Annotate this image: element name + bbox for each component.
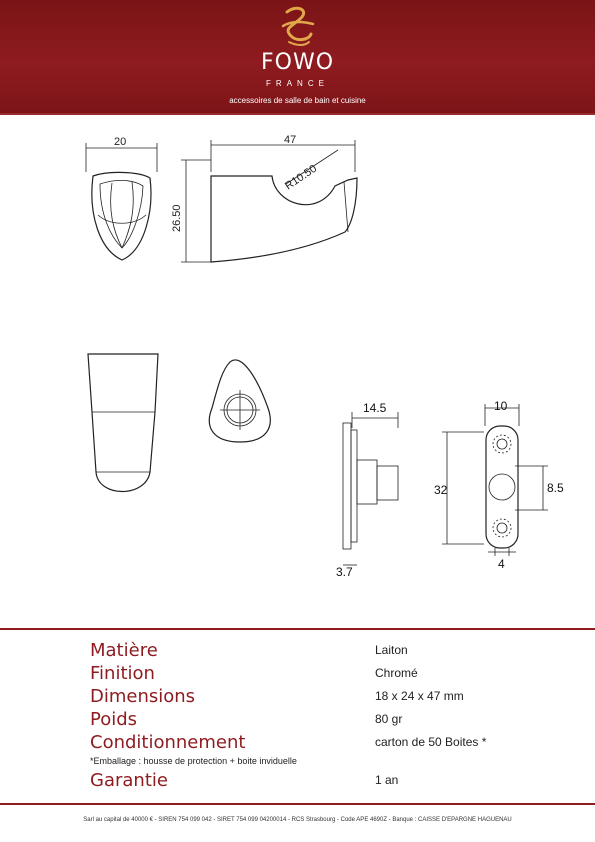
spec-value: 1 an: [375, 773, 399, 787]
fixing-side-drawing: [343, 412, 398, 565]
spec-row-material: [0, 640, 595, 662]
spec-label: Matière: [90, 640, 158, 661]
dim-depth: 14.5: [363, 401, 387, 415]
spec-label: Garantie: [90, 770, 168, 791]
dim-plate-thickness: 3.7: [336, 565, 353, 579]
header-band: [0, 0, 595, 113]
spec-value: 80 gr: [375, 712, 403, 726]
dim-hole-diameter: 4: [498, 557, 505, 571]
brand-name: FOWO: [260, 50, 335, 75]
brand-country: FRANCE: [266, 79, 329, 88]
spec-value: carton de 50 Boites *: [375, 735, 487, 749]
spec-label: Dimensions: [90, 686, 196, 707]
dim-length: 47: [284, 134, 297, 146]
dim-plate-width: 10: [494, 399, 508, 413]
technical-drawings: [0, 115, 595, 625]
spec-value: Chromé: [375, 666, 418, 680]
spec-label: Poids: [90, 709, 138, 730]
spec-row-warranty: [0, 770, 595, 792]
spec-label: Conditionnement: [90, 732, 246, 753]
spec-row-dimensions: [0, 686, 595, 708]
dim-radius: R10.50: [282, 162, 320, 193]
logo-icon: [279, 6, 317, 48]
back-plate-drawing: [209, 360, 270, 442]
dim-height: 26.50: [171, 204, 183, 232]
dim-plate-height: 32: [434, 483, 448, 497]
profile-view-drawing: [88, 354, 158, 492]
packaging-note: *Emballage : housse de protection + boite inviduelle: [90, 756, 297, 766]
side-view-drawing: [181, 140, 357, 262]
spec-row-finish: [0, 663, 595, 685]
section-divider: [0, 628, 595, 630]
brand-tagline: accessoires de salle de bain et cuisine: [229, 96, 366, 105]
spec-value: 18 x 24 x 47 mm: [375, 689, 464, 703]
company-legal-footer: Sarl au capital de 40000 € - SIREN 754 099 042 - SIRET 754 099 04200014 - RCS Strasbourg - Code APE 4690Z - Banque : CAISSE D'EPARGNE HAGUENAU: [83, 817, 512, 823]
fixing-plate-drawing: [442, 404, 548, 556]
spec-row-packaging: [0, 732, 595, 754]
spec-value: Laiton: [375, 643, 408, 657]
footer-divider: [0, 803, 595, 805]
spec-label: Finition: [90, 663, 155, 684]
dim-hole-spacing: 8.5: [547, 481, 564, 495]
spec-row-weight: [0, 709, 595, 731]
dim-width: 20: [114, 136, 127, 148]
front-view-drawing: [86, 143, 157, 260]
